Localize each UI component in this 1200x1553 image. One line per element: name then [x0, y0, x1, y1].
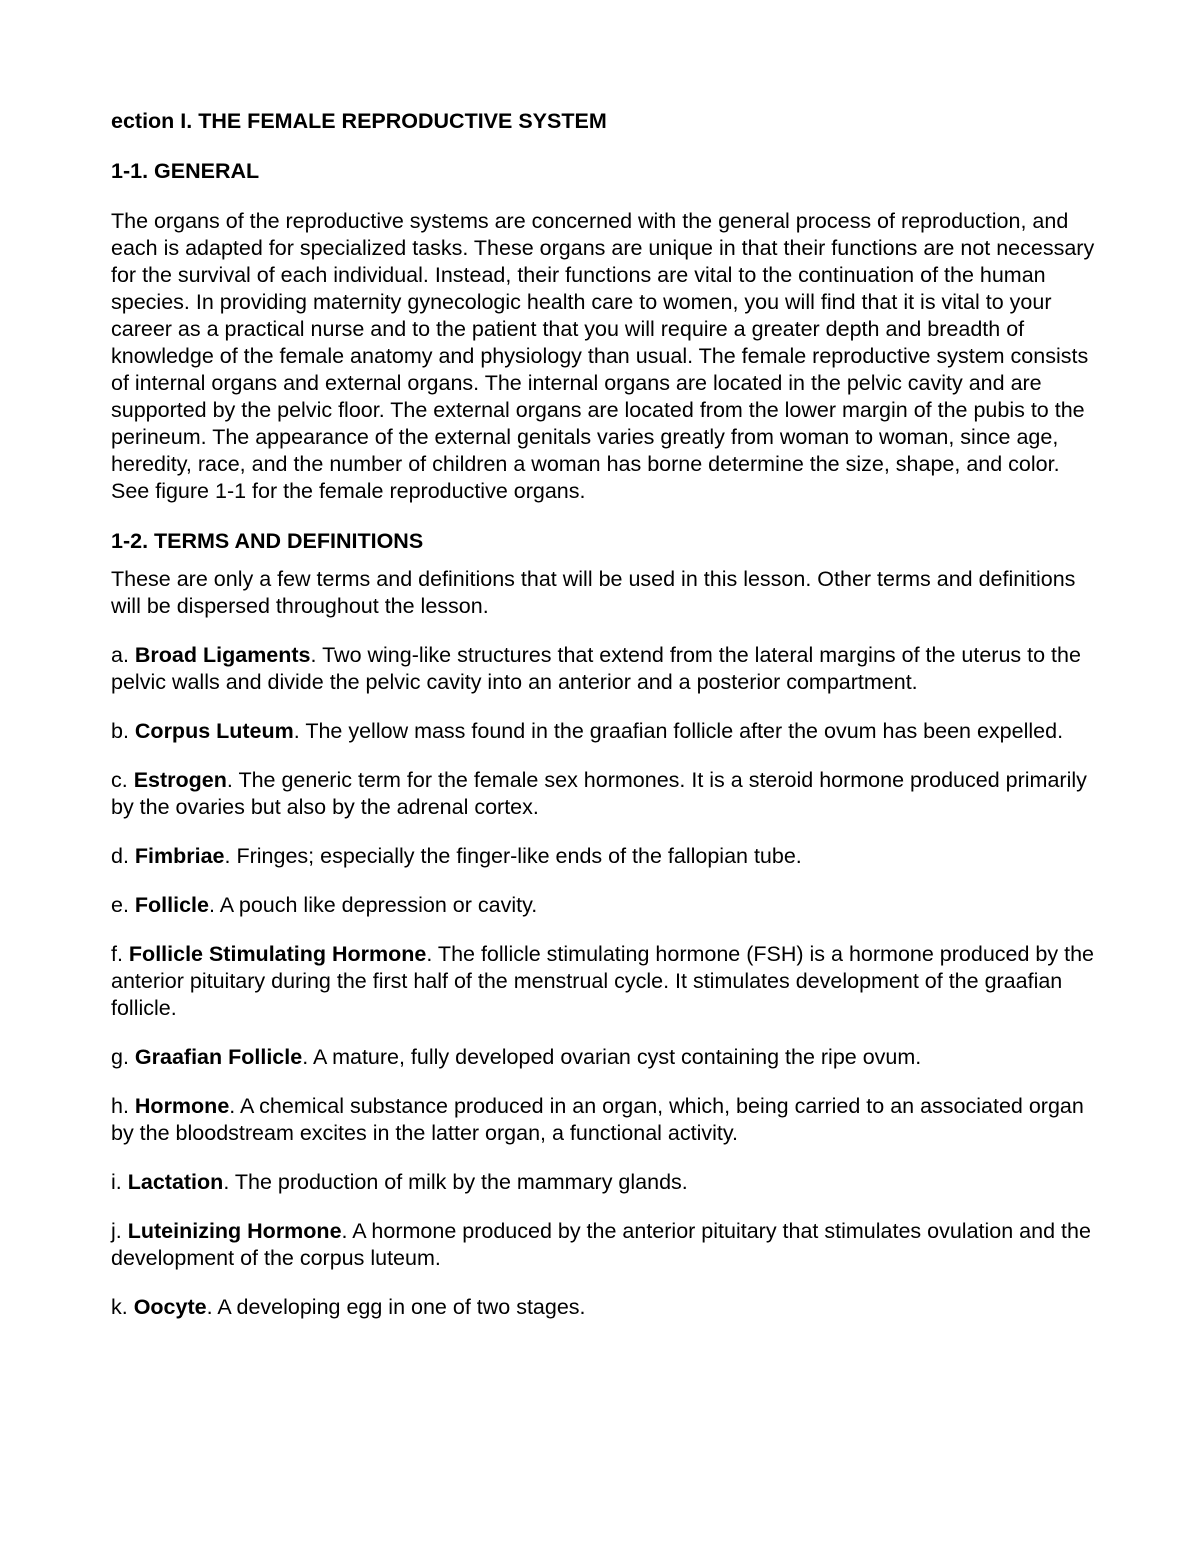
- term-item: [111, 642, 1101, 696]
- term-definition: . The yellow mass found in the graafian follicle after the ovum has been expelled.: [293, 719, 1064, 743]
- term-name: Broad Ligaments: [134, 643, 311, 667]
- term-definition: . A pouch like depression or cavity.: [208, 893, 538, 917]
- document-page: [111, 108, 1101, 1343]
- term-letter: b.: [111, 719, 135, 743]
- term-definition: . Two wing-like structures that extend from the lateral margins of the uterus to the pelvic walls and divide the pelvic cavity into an anterior and a posterior compartment.: [111, 643, 1081, 694]
- term-item: [111, 941, 1101, 1022]
- term-item: [111, 843, 1101, 870]
- term-item: [111, 1093, 1101, 1147]
- term-name: Graafian Follicle: [134, 1045, 303, 1069]
- term-item: [111, 1294, 1101, 1321]
- term-name: Hormone: [134, 1094, 230, 1118]
- term-definition: . The generic term for the female sex hormones. It is a steroid hormone produced primarily by the ovaries but also by the adrenal cortex.: [111, 768, 1087, 819]
- term-name: Luteinizing Hormone: [127, 1219, 342, 1243]
- term-item: [111, 1169, 1101, 1196]
- section-title: ection I. THE FEMALE REPRODUCTIVE SYSTEM: [111, 109, 607, 133]
- term-definition: . Fringes; especially the finger-like ends of the fallopian tube.: [224, 844, 802, 868]
- term-letter: d.: [111, 844, 135, 868]
- term-item: [111, 892, 1101, 919]
- terms-intro: These are only a few terms and definitions that will be used in this lesson. Other terms and definitions will be dispersed throughout the lesson.: [111, 567, 1076, 618]
- term-letter: a.: [111, 643, 135, 667]
- term-definition: . The follicle stimulating hormone (FSH) is a hormone produced by the anterior pituitary during the first half of the menstrual cycle. It stimulates development of the graafian follicle.: [111, 942, 1094, 1020]
- general-heading: 1-1. GENERAL: [111, 159, 260, 183]
- term-letter: e.: [111, 893, 135, 917]
- term-item: [111, 767, 1101, 821]
- term-letter: j.: [111, 1219, 128, 1243]
- term-item: [111, 1044, 1101, 1071]
- general-paragraph: The organs of the reproductive systems are concerned with the general process of reproduction, and each is adapted for specialized tasks. These organs are unique in that their functions are not necessary for the survival of each individual. Instead, their functions are vital to the continuation of the human species. In providing maternity gynecologic health care to women, you will find that it is vital to your career as a practical nurse and to the patient that you will require a greater depth and breadth of knowledge of the female anatomy and physiology than usual. The female reproductive system consists of internal organs and external organs. The internal organs are located in the pelvic cavity and are supported by the pelvic floor. The external organs are located from the lower margin of the pubis to the perineum. The appearance of the external genitals varies greatly from woman to woman, since age, heredity, race, and the number of children a woman has borne determine the size, shape, and color. See figure 1-1 for the female reproductive organs.: [111, 209, 1095, 503]
- term-name: Follicle Stimulating Hormone: [128, 942, 427, 966]
- term-definition: . A hormone produced by the anterior pituitary that stimulates ovulation and the development of the corpus luteum.: [111, 1219, 1091, 1270]
- terms-heading: 1-2. TERMS AND DEFINITIONS: [111, 529, 424, 553]
- term-name: Fimbriae: [134, 844, 225, 868]
- term-letter: h.: [111, 1094, 135, 1118]
- term-name: Corpus Luteum: [134, 719, 294, 743]
- term-item: [111, 1218, 1101, 1272]
- term-definition: . A chemical substance produced in an organ, which, being carried to an associated organ by the bloodstream excites in the latter organ, a functional activity.: [111, 1094, 1084, 1145]
- term-name: Oocyte: [133, 1295, 207, 1319]
- term-definition: . A developing egg in one of two stages.: [206, 1295, 586, 1319]
- term-letter: f.: [111, 942, 129, 966]
- term-name: Follicle: [134, 893, 209, 917]
- term-letter: k.: [111, 1295, 134, 1319]
- term-letter: i.: [111, 1170, 128, 1194]
- term-letter: g.: [111, 1045, 135, 1069]
- term-name: Estrogen: [133, 768, 227, 792]
- terms-list: [111, 642, 1101, 1321]
- term-letter: c.: [111, 768, 134, 792]
- term-definition: . The production of milk by the mammary glands.: [223, 1170, 688, 1194]
- term-definition: . A mature, fully developed ovarian cyst containing the ripe ovum.: [302, 1045, 922, 1069]
- term-name: Lactation: [127, 1170, 224, 1194]
- term-item: [111, 718, 1101, 745]
